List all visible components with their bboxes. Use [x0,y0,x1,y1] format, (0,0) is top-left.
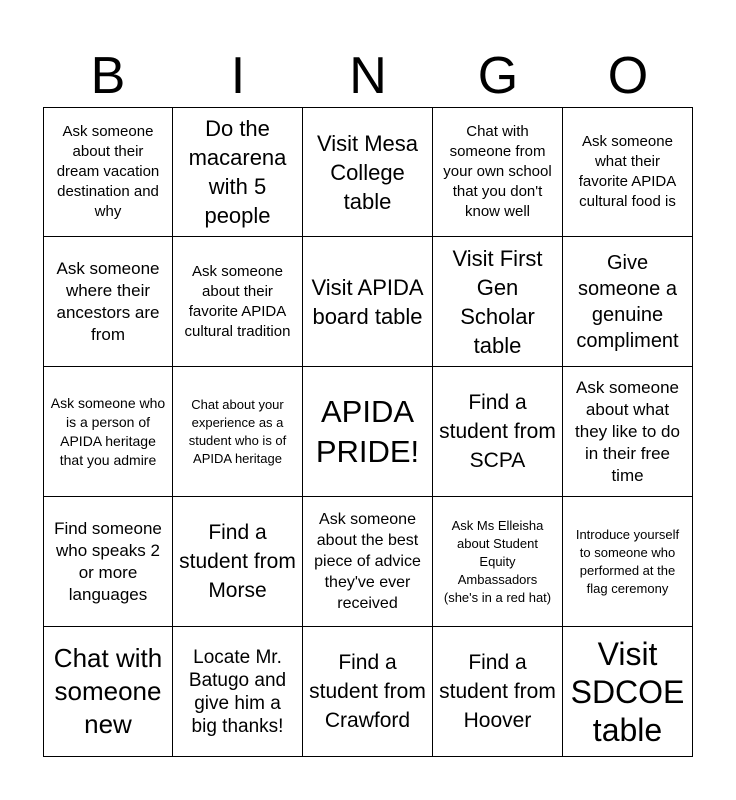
bingo-cell[interactable] [563,237,693,367]
header-letter-n: N [349,47,387,105]
bingo-cell[interactable] [43,237,173,367]
cell-text: Find a student from Crawford [309,651,426,732]
bingo-cell[interactable] [563,107,693,237]
cell-text: Find a student from Morse [179,521,296,602]
cell-text: Chat with someone new [53,643,163,739]
bingo-cell[interactable] [43,627,173,757]
bingo-cell[interactable] [433,627,563,757]
bingo-cell[interactable] [563,367,693,497]
cell-text: Ask someone where their ancestors are from [56,258,160,344]
bingo-cell[interactable] [43,497,173,627]
header-letter-b: B [90,47,126,105]
bingo-cell[interactable] [433,107,563,237]
bingo-cell[interactable] [303,237,433,367]
bingo-cell[interactable] [173,107,303,237]
cell-text: Find someone who speaks 2 or more languages [54,518,162,604]
bingo-cell[interactable] [173,497,303,627]
cell-text: Do the macarena with 5 people [188,116,287,228]
header-letter-g: G [477,47,519,105]
cell-text: Chat with someone from your own school that you don't know well [443,123,552,220]
cell-text: Find a student from Hoover [439,651,556,732]
bingo-cell[interactable] [173,237,303,367]
cell-text: Locate Mr. Batugo and give him a big thanks! [188,646,287,737]
cell-text: Visit Mesa College table [316,130,419,214]
cell-text: Ask someone about the best piece of advice they've ever received [314,511,421,612]
cell-text: Visit SDCOE table [570,635,685,748]
cell-text: Visit First Gen Scholar table [452,245,543,358]
cell-text: Find a student from SCPA [439,391,556,472]
bingo-header [43,46,693,106]
bingo-cell[interactable] [563,627,693,757]
cell-text: Give someone a genuine compliment [576,251,679,352]
header-letter-o: O [607,47,649,105]
bingo-cell[interactable] [433,367,563,497]
bingo-cell[interactable] [303,497,433,627]
cell-text: Ask someone about their dream vacation destination and why [56,123,160,220]
bingo-cell[interactable] [303,627,433,757]
cell-text: Introduce yourself to someone who performed at the flag ceremony [575,526,680,596]
cell-text: Ask someone what their favorite APIDA cultural food is [578,133,677,210]
cell-text: Ask someone about their favorite APIDA cultural tradition [184,262,291,340]
bingo-cell[interactable] [173,627,303,757]
cell-text: APIDA PRIDE! [315,393,420,469]
bingo-cell[interactable] [173,367,303,497]
cell-text: Visit APIDA board table [311,274,424,329]
cell-text: Chat about your experience as a student who is of APIDA heritage [188,396,287,466]
bingo-cell[interactable] [563,497,693,627]
bingo-cell[interactable] [43,107,173,237]
bingo-cell[interactable] [433,497,563,627]
cell-text: Ask Ms Elleisha about Student Equity Ambassadors (she's in a red hat) [443,517,552,605]
cell-text: Ask someone about what they like to do in their free time [575,377,680,485]
bingo-cell[interactable] [303,107,433,237]
bingo-cell[interactable] [43,367,173,497]
bingo-board [43,107,693,757]
bingo-cell[interactable] [433,237,563,367]
header-letter-i: I [230,47,246,105]
cell-text: Ask someone who is a person of APIDA heritage that you admire [50,394,166,468]
bingo-cell[interactable] [303,367,433,497]
